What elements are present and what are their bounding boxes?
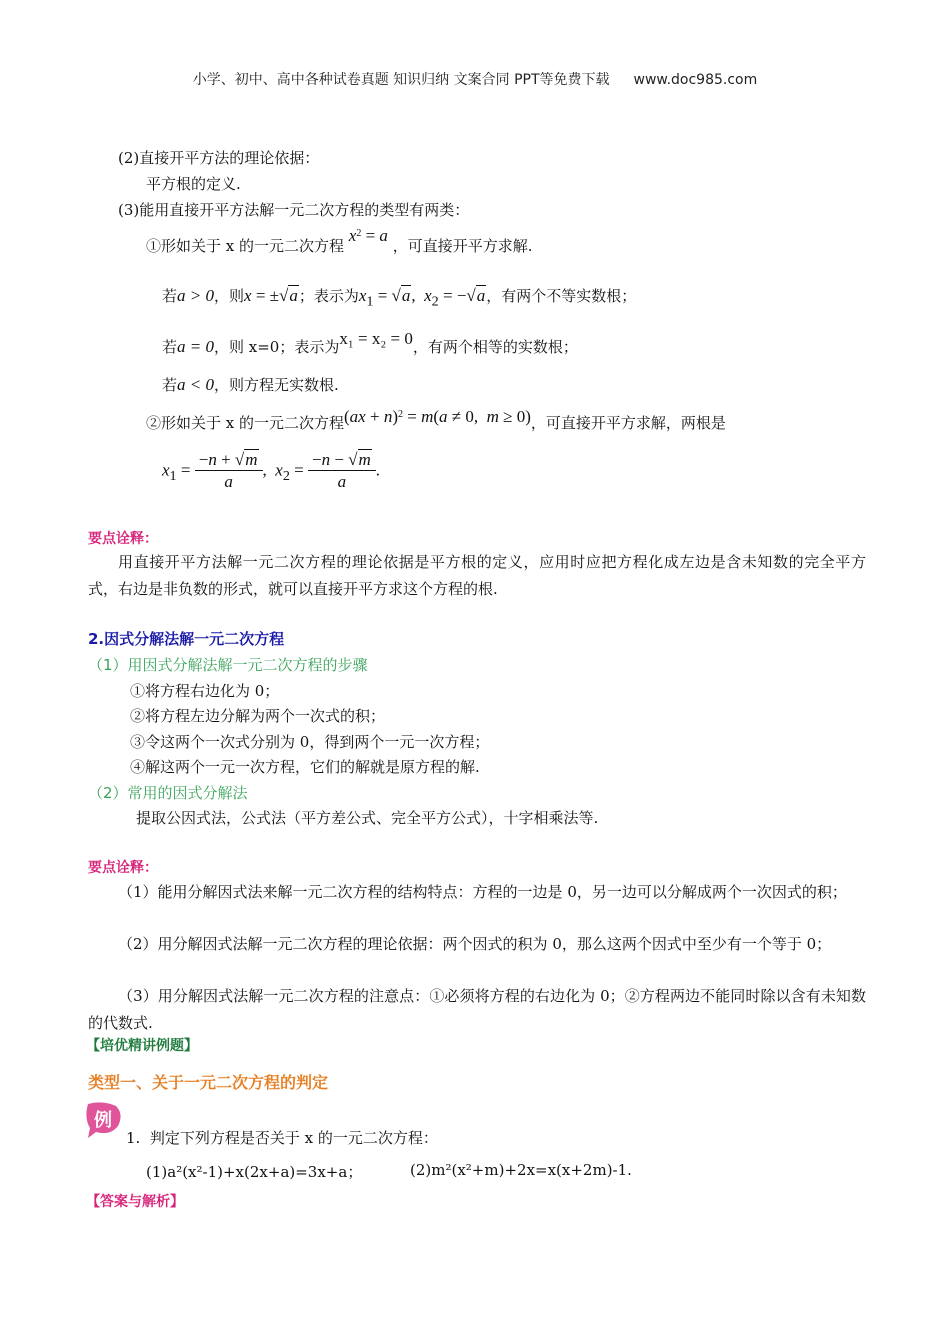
r1-mid2: ；表示为 [298, 287, 359, 305]
case2-line [146, 407, 726, 433]
case2-roots: $x_1$ = $\frac{-n + √m}{a}$ , $x_2$ = $\frac{-n - √m}{a}$ . [162, 450, 381, 491]
factor-methods: 提取公因式法，公式法（平方差公式、完全平方公式），十字相乘法等. [136, 809, 599, 827]
section2-sub1: （1）用因式分解法解一元二次方程的步骤 [88, 656, 368, 674]
note2-point-1: （1）能用分解因式法来解一元二次方程的结构特点：方程的一边是 0，另一边可以分解成两个一次因式的积； [118, 883, 847, 901]
step-2: ②将方程左边分解为两个一次式的积； [130, 707, 386, 725]
case2-equation: (ax + n)$^2$ = m(a ≠ 0, m ≥ 0) [344, 407, 531, 426]
r1-pre: 若 [162, 287, 178, 305]
r1-roots: $x_1 = √a$, $x_2 = -√a$ [358, 286, 486, 310]
case1-post: ，可直接开平方求解. [392, 237, 533, 255]
case1-rule-pos [162, 285, 636, 310]
step-3: ③令这两个一次式分别为 0，得到两个一元一次方程； [130, 733, 490, 751]
section2-title: 2.因式分解法解一元二次方程 [88, 630, 285, 648]
examples-header: 【培优精讲例题】 [86, 1038, 198, 1054]
case2-pre: ②形如关于 x 的一元二次方程 [146, 414, 344, 432]
badge-text: 例 [94, 1110, 112, 1131]
example-eq1: (1)a²(x²-1)+x(2x+a)=3x+a； [146, 1163, 363, 1181]
r1-condition: a > 0 [177, 286, 214, 305]
case1-rule-zero [162, 329, 578, 357]
item2-title: (2)直接开平方法的理论依据： [118, 149, 320, 167]
note1-text: 用直接开平方法解一元二次方程的理论依据是平方根的定义，应用时应把方程化成左边是含未知数的完全平方式，右边是非负数的形式，就可以直接开平方求这个方程的根. [88, 553, 866, 598]
header-text: 小学、初中、高中各种试卷真题 知识归纳 文案合同 PPT等免费下载 [192, 72, 610, 88]
root1-fraction: $\frac{-n + √m}{a}$ [195, 450, 263, 493]
r2-condition: a = 0 [177, 337, 214, 356]
r3-pre: 若 [162, 376, 178, 394]
note2-label: 要点诠释： [88, 860, 158, 876]
example-number: 1 [126, 1129, 136, 1147]
r2-post: ，有两个相等的实数根； [412, 338, 578, 356]
note2-point-3: （3）用分解因式法解一元二次方程的注意点：①必须将方程的右边化为 0；②方程两边不能同时除以含有未知数的代数式. [88, 987, 866, 1032]
example-badge-icon [82, 1100, 126, 1140]
page-header [0, 69, 950, 89]
answer-label: 【答案与解析】 [86, 1194, 184, 1210]
example-question: 1. 判定下列方程是否关于 x 的一元二次方程： [126, 1129, 438, 1147]
type1-heading: 类型一、关于一元二次方程的判定 [88, 1073, 329, 1092]
r1-solution: x = ±√a [244, 286, 298, 305]
case1-equation: $x^2 = a$ [348, 226, 388, 245]
case1-pre: ①形如关于 x 的一元二次方程 [146, 237, 344, 255]
r2-mid: ，则 x=0；表示为 [214, 338, 340, 356]
header-site-link[interactable]: www.doc985.com [633, 72, 758, 88]
r3-condition: a < 0 [177, 375, 214, 394]
case2-post: ，可直接开平方求解，两根是 [530, 414, 726, 432]
section2-sub2: （2）常用的因式分解法 [88, 784, 248, 802]
step-1: ①将方程右边化为 0； [130, 682, 280, 700]
example-question-text: 判定下列方程是否关于 x 的一元二次方程： [149, 1129, 438, 1147]
r2-equation: x₁ = x₂ = 0 [339, 329, 413, 348]
case1-rule-neg [162, 374, 339, 395]
r1-mid1: ，则 [214, 287, 245, 305]
case1-line [146, 226, 533, 256]
example-eq2: (2)m²(x²+m)+2x=x(x+2m)-1. [410, 1161, 632, 1179]
r1-post: ，有两个不等实数根； [486, 287, 637, 305]
r2-pre: 若 [162, 338, 178, 356]
item2-body: 平方根的定义. [146, 175, 241, 193]
note2-point-2: （2）用分解因式法解一元二次方程的理论依据：两个因式的积为 0，那么这两个因式中至少有一个等于 0； [118, 935, 832, 953]
note1-label: 要点诠释： [88, 531, 158, 547]
item3-title: (3)能用直接开平方法解一元二次方程的类型有两类： [118, 201, 470, 219]
root2-fraction: $\frac{-n - √m}{a}$ [308, 450, 376, 493]
step-4: ④解这两个一元一次方程，它们的解就是原方程的解. [130, 758, 480, 776]
r3-post: ，则方程无实数根. [214, 376, 339, 394]
